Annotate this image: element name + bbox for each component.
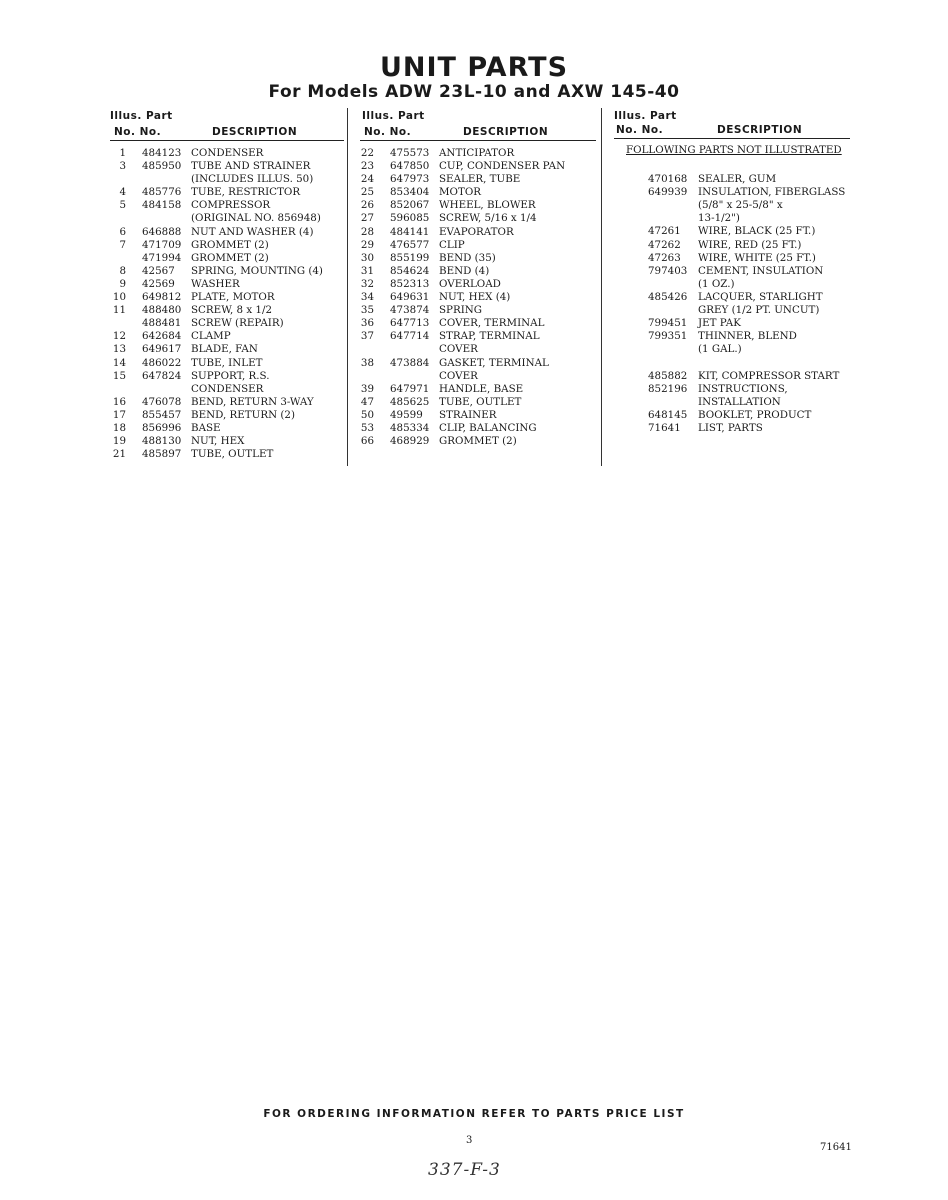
table-row bbox=[360, 186, 596, 199]
description-cell: (INCLUDES ILLUS. 50) bbox=[191, 173, 314, 186]
table-row bbox=[360, 147, 596, 160]
table-row bbox=[110, 291, 344, 304]
header-illus-part: Illus. Part bbox=[110, 110, 173, 122]
description-cell: WASHER bbox=[191, 277, 240, 290]
not-illustrated-note: FOLLOWING PARTS NOT ILLUSTRATED bbox=[626, 144, 842, 156]
description-cell: ANTICIPATOR bbox=[439, 147, 515, 159]
table-row bbox=[360, 317, 596, 330]
illus-no-cell: 23 bbox=[360, 160, 374, 173]
table-row bbox=[110, 409, 344, 422]
table-row bbox=[110, 160, 344, 173]
description-cell: CLAMP bbox=[191, 330, 231, 343]
description-cell: GREY (1/2 PT. UNCUT) bbox=[698, 304, 820, 317]
page-number: 3 bbox=[466, 1135, 473, 1146]
illus-no-cell: 24 bbox=[360, 173, 374, 186]
part-no-cell: 799351 bbox=[648, 330, 688, 343]
part-no-cell: 649812 bbox=[142, 291, 182, 304]
description-cell: INSULATION, FIBERGLASS bbox=[698, 186, 846, 199]
part-no-cell: 484158 bbox=[142, 199, 182, 212]
parts-list bbox=[360, 147, 596, 448]
illus-no-cell: 25 bbox=[360, 186, 374, 199]
table-row bbox=[110, 304, 344, 317]
table-row bbox=[360, 343, 596, 356]
table-row bbox=[360, 265, 596, 278]
description-cell: TUBE, INLET bbox=[191, 356, 263, 369]
part-no-cell: 852196 bbox=[648, 382, 688, 395]
part-no-cell: 485334 bbox=[390, 421, 430, 434]
description-cell: WIRE, BLACK (25 FT.) bbox=[698, 225, 816, 238]
header-no-no: No. No. bbox=[616, 124, 664, 136]
header-no-no: No. No. bbox=[364, 126, 412, 138]
description-cell: SEALER, TUBE bbox=[439, 173, 521, 186]
table-row bbox=[614, 330, 850, 343]
illus-no-cell: 31 bbox=[360, 264, 374, 277]
illus-no-cell: 19 bbox=[112, 435, 126, 448]
part-no-cell: 855199 bbox=[390, 251, 430, 264]
table-row bbox=[110, 422, 344, 435]
part-no-cell: 485776 bbox=[142, 186, 182, 199]
table-row bbox=[360, 435, 596, 448]
part-no-cell: 473874 bbox=[390, 304, 430, 317]
header-description: DESCRIPTION bbox=[212, 126, 298, 138]
table-row bbox=[360, 226, 596, 239]
description-cell: CUP, CONDENSER PAN bbox=[439, 160, 566, 173]
table-row bbox=[614, 343, 850, 356]
illus-no-cell: 34 bbox=[360, 291, 374, 304]
table-row bbox=[614, 239, 850, 252]
header-description: DESCRIPTION bbox=[463, 126, 549, 138]
description-cell: TUBE, OUTLET bbox=[439, 395, 522, 408]
table-row bbox=[110, 265, 344, 278]
description-cell: GASKET, TERMINAL bbox=[439, 356, 549, 369]
description-cell: COVER, TERMINAL bbox=[439, 317, 545, 330]
part-no-cell: 42569 bbox=[142, 277, 175, 290]
description-cell: LIST, PARTS bbox=[698, 421, 763, 434]
description-cell: OVERLOAD bbox=[439, 277, 501, 290]
table-row bbox=[360, 422, 596, 435]
part-no-cell: 486022 bbox=[142, 356, 182, 369]
table-row bbox=[360, 370, 596, 383]
table-row bbox=[110, 330, 344, 343]
part-no-cell: 649617 bbox=[142, 343, 182, 356]
part-no-cell: 47263 bbox=[648, 251, 681, 264]
description-cell: (ORIGINAL NO. 856948) bbox=[191, 212, 321, 225]
description-cell: SPRING bbox=[439, 304, 483, 317]
illus-no-cell: 3 bbox=[119, 160, 126, 173]
description-cell: INSTRUCTIONS, bbox=[698, 382, 788, 395]
description-cell: BASE bbox=[191, 421, 221, 434]
part-no-cell: 475573 bbox=[390, 147, 430, 159]
table-row bbox=[110, 147, 344, 160]
part-no-cell: 485897 bbox=[142, 448, 182, 461]
table-row bbox=[110, 343, 344, 356]
table-row bbox=[110, 199, 344, 212]
description-cell: BEND, RETURN 3-WAY bbox=[191, 395, 314, 408]
illus-no-cell: 28 bbox=[360, 225, 374, 238]
table-row bbox=[110, 357, 344, 370]
part-no-cell: 855457 bbox=[142, 408, 182, 421]
part-no-cell: 596085 bbox=[390, 212, 430, 225]
part-no-cell: 485426 bbox=[648, 290, 688, 303]
table-row bbox=[360, 199, 596, 212]
table-row bbox=[614, 409, 850, 422]
illus-no-cell: 15 bbox=[112, 369, 126, 382]
part-no-cell: 647973 bbox=[390, 173, 430, 186]
table-row bbox=[614, 291, 850, 304]
page-title: UNIT PARTS bbox=[379, 52, 569, 83]
table-row bbox=[360, 304, 596, 317]
illus-no-cell: 27 bbox=[360, 212, 374, 225]
illus-no-cell: 66 bbox=[360, 435, 374, 448]
description-cell: TUBE, RESTRICTOR bbox=[191, 186, 301, 199]
page-subtitle: For Models ADW 23L-10 and AXW 145-40 bbox=[268, 82, 680, 102]
part-no-cell: 647971 bbox=[390, 382, 430, 395]
description-cell: STRAP, TERMINAL bbox=[439, 330, 540, 343]
table-row bbox=[360, 330, 596, 343]
table-row bbox=[110, 278, 344, 291]
description-cell: SCREW, 8 x 1/2 bbox=[191, 304, 273, 317]
table-row bbox=[110, 186, 344, 199]
illus-no-cell: 6 bbox=[119, 225, 126, 238]
table-row bbox=[110, 435, 344, 448]
part-no-cell: 854624 bbox=[390, 264, 430, 277]
description-cell: SPRING, MOUNTING (4) bbox=[191, 264, 323, 277]
description-cell: STRAINER bbox=[439, 408, 497, 421]
table-row bbox=[360, 396, 596, 409]
table-row bbox=[614, 304, 850, 317]
part-no-cell: 488481 bbox=[142, 317, 182, 330]
illus-no-cell: 17 bbox=[112, 408, 126, 421]
description-cell: COMPRESSOR bbox=[191, 199, 271, 212]
table-row bbox=[110, 370, 344, 383]
description-cell: TUBE, OUTLET bbox=[191, 448, 274, 461]
part-no-cell: 471994 bbox=[142, 251, 182, 264]
illus-no-cell: 32 bbox=[360, 277, 374, 290]
illus-no-cell: 10 bbox=[112, 291, 126, 304]
table-row bbox=[110, 252, 344, 265]
illus-no-cell: 12 bbox=[112, 330, 126, 343]
part-no-cell: 649939 bbox=[648, 186, 688, 199]
description-cell: HANDLE, BASE bbox=[439, 382, 524, 395]
illus-no-cell: 21 bbox=[112, 448, 126, 461]
part-no-cell: 647824 bbox=[142, 369, 182, 382]
description-cell: THINNER, BLEND bbox=[698, 330, 797, 343]
table-row bbox=[614, 422, 850, 435]
description-cell: MOTOR bbox=[439, 186, 482, 199]
part-no-cell: 649631 bbox=[390, 291, 430, 304]
description-cell: GROMMET (2) bbox=[439, 435, 517, 448]
part-no-cell: 468929 bbox=[390, 435, 430, 448]
description-cell: SUPPORT, R.S. bbox=[191, 369, 270, 382]
column-divider bbox=[347, 108, 348, 466]
table-row bbox=[360, 239, 596, 252]
header-illus-part: Illus. Part bbox=[362, 110, 425, 122]
illus-no-cell: 5 bbox=[119, 199, 126, 212]
description-cell: INSTALLATION bbox=[698, 395, 781, 408]
illus-no-cell: 35 bbox=[360, 304, 374, 317]
table-row bbox=[614, 212, 850, 225]
table-row bbox=[614, 396, 850, 409]
description-cell: CLIP, BALANCING bbox=[439, 421, 537, 434]
header-illus-part: Illus. Part bbox=[614, 110, 677, 122]
parts-list bbox=[110, 147, 344, 461]
illus-no-cell: 26 bbox=[360, 199, 374, 212]
illus-no-cell: 30 bbox=[360, 251, 374, 264]
part-no-cell: 797403 bbox=[648, 264, 688, 277]
description-cell: CEMENT, INSULATION bbox=[698, 264, 824, 277]
table-row bbox=[360, 252, 596, 265]
part-no-cell: 484141 bbox=[390, 225, 430, 238]
description-cell: NUT, HEX bbox=[191, 435, 245, 448]
table-row bbox=[110, 448, 344, 461]
table-row bbox=[614, 265, 850, 278]
illus-no-cell: 38 bbox=[360, 356, 374, 369]
description-cell: (5/8" x 25-5/8" x bbox=[698, 199, 783, 212]
parts-column-3 bbox=[614, 110, 850, 470]
table-row bbox=[614, 383, 850, 396]
ordering-info-footer: FOR ORDERING INFORMATION REFER TO PARTS PRICE LIST bbox=[263, 1108, 685, 1120]
description-cell: BOOKLET, PRODUCT bbox=[698, 408, 812, 421]
table-row bbox=[110, 317, 344, 330]
part-no-cell: 470168 bbox=[648, 173, 688, 186]
table-row bbox=[110, 383, 344, 396]
table-row bbox=[110, 212, 344, 225]
description-cell: SCREW, 5/16 x 1/4 bbox=[439, 212, 537, 225]
table-row bbox=[360, 357, 596, 370]
table-row bbox=[110, 226, 344, 239]
table-row bbox=[110, 173, 344, 186]
description-cell: BEND, RETURN (2) bbox=[191, 408, 295, 421]
illus-no-cell: 13 bbox=[112, 343, 126, 356]
description-cell: CONDENSER bbox=[191, 382, 264, 395]
part-no-cell: 71641 bbox=[648, 421, 681, 434]
description-cell: WHEEL, BLOWER bbox=[439, 199, 536, 212]
description-cell: 13-1/2") bbox=[698, 212, 740, 225]
table-row bbox=[110, 396, 344, 409]
table-row bbox=[360, 409, 596, 422]
part-no-cell: 471709 bbox=[142, 238, 182, 251]
illus-no-cell: 53 bbox=[360, 421, 374, 434]
description-cell: TUBE AND STRAINER bbox=[191, 160, 311, 173]
document-number: 71641 bbox=[820, 1142, 852, 1153]
parts-column-1 bbox=[110, 110, 344, 470]
part-no-cell: 485882 bbox=[648, 369, 688, 382]
illus-no-cell: 50 bbox=[360, 408, 374, 421]
table-row bbox=[614, 160, 850, 173]
description-cell: BEND (35) bbox=[439, 251, 496, 264]
illus-no-cell: 18 bbox=[112, 421, 126, 434]
part-no-cell: 642684 bbox=[142, 330, 182, 343]
table-row bbox=[360, 173, 596, 186]
illus-no-cell: 29 bbox=[360, 238, 374, 251]
table-row bbox=[110, 239, 344, 252]
table-row bbox=[614, 225, 850, 238]
illus-no-cell: 37 bbox=[360, 330, 374, 343]
handwritten-note: 337-F-3 bbox=[428, 1160, 501, 1180]
description-cell: JET PAK bbox=[698, 317, 741, 330]
part-no-cell: 646888 bbox=[142, 225, 182, 238]
part-no-cell: 42567 bbox=[142, 264, 175, 277]
table-row bbox=[360, 278, 596, 291]
part-no-cell: 476577 bbox=[390, 238, 430, 251]
part-no-cell: 852067 bbox=[390, 199, 430, 212]
description-cell: (1 GAL.) bbox=[698, 343, 742, 356]
table-row bbox=[614, 173, 850, 186]
table-row bbox=[360, 291, 596, 304]
description-cell: KIT, COMPRESSOR START bbox=[698, 369, 840, 382]
description-cell: BEND (4) bbox=[439, 264, 490, 277]
table-row bbox=[614, 356, 850, 369]
part-no-cell: 648145 bbox=[648, 408, 688, 421]
table-row bbox=[614, 370, 850, 383]
part-no-cell: 488480 bbox=[142, 304, 182, 317]
header-rule bbox=[360, 140, 596, 141]
table-row bbox=[360, 383, 596, 396]
description-cell: SCREW (REPAIR) bbox=[191, 317, 284, 330]
parts-column-2 bbox=[360, 110, 596, 470]
header-no-no: No. No. bbox=[114, 126, 162, 138]
illus-no-cell: 4 bbox=[119, 186, 126, 199]
illus-no-cell: 9 bbox=[119, 277, 126, 290]
part-no-cell: 852313 bbox=[390, 277, 430, 290]
description-cell: GROMMET (2) bbox=[191, 238, 269, 251]
part-no-cell: 476078 bbox=[142, 395, 182, 408]
illus-no-cell: 39 bbox=[360, 382, 374, 395]
table-row bbox=[614, 199, 850, 212]
table-row bbox=[360, 160, 596, 173]
description-cell: NUT AND WASHER (4) bbox=[191, 225, 314, 238]
part-no-cell: 647850 bbox=[390, 160, 430, 173]
part-no-cell: 799451 bbox=[648, 317, 688, 330]
description-cell: PLATE, MOTOR bbox=[191, 291, 275, 304]
table-row bbox=[614, 317, 850, 330]
table-row bbox=[614, 252, 850, 265]
description-cell: COVER bbox=[439, 369, 478, 382]
illus-no-cell: 14 bbox=[112, 356, 126, 369]
description-cell: NUT, HEX (4) bbox=[439, 291, 511, 304]
description-cell: BLADE, FAN bbox=[191, 343, 258, 356]
part-no-cell: 856996 bbox=[142, 421, 182, 434]
column-divider bbox=[601, 108, 602, 466]
description-cell: SEALER, GUM bbox=[698, 173, 777, 186]
table-row bbox=[614, 186, 850, 199]
illus-no-cell: 7 bbox=[119, 238, 126, 251]
illus-no-cell: 16 bbox=[112, 395, 126, 408]
part-no-cell: 853404 bbox=[390, 186, 430, 199]
part-no-cell: 485950 bbox=[142, 160, 182, 173]
description-cell: WIRE, WHITE (25 FT.) bbox=[698, 251, 816, 264]
description-cell: COVER bbox=[439, 343, 478, 356]
illus-no-cell: 11 bbox=[112, 304, 126, 317]
description-cell: EVAPORATOR bbox=[439, 225, 514, 238]
part-no-cell: 47261 bbox=[648, 225, 681, 238]
part-no-cell: 647714 bbox=[390, 330, 430, 343]
header-rule bbox=[110, 140, 344, 141]
parts-list bbox=[614, 160, 850, 435]
description-cell: WIRE, RED (25 FT.) bbox=[698, 238, 802, 251]
part-no-cell: 485625 bbox=[390, 395, 430, 408]
illus-no-cell: 22 bbox=[360, 147, 374, 159]
illus-no-cell: 36 bbox=[360, 317, 374, 330]
illus-no-cell: 8 bbox=[119, 264, 126, 277]
description-cell: CLIP bbox=[439, 238, 465, 251]
table-row bbox=[360, 212, 596, 225]
part-no-cell: 473884 bbox=[390, 356, 430, 369]
table-row bbox=[614, 278, 850, 291]
part-no-cell: 47262 bbox=[648, 238, 681, 251]
part-no-cell: 49599 bbox=[390, 408, 423, 421]
description-cell: (1 OZ.) bbox=[698, 277, 735, 290]
part-no-cell: 647713 bbox=[390, 317, 430, 330]
header-description: DESCRIPTION bbox=[717, 124, 803, 136]
description-cell: LACQUER, STARLIGHT bbox=[698, 290, 823, 303]
description-cell: CONDENSER bbox=[191, 147, 264, 159]
part-no-cell: 488130 bbox=[142, 435, 182, 448]
illus-no-cell: 47 bbox=[360, 395, 374, 408]
illus-no-cell: 1 bbox=[119, 147, 126, 159]
header-rule bbox=[614, 138, 850, 139]
description-cell: GROMMET (2) bbox=[191, 251, 269, 264]
part-no-cell: 484123 bbox=[142, 147, 182, 159]
